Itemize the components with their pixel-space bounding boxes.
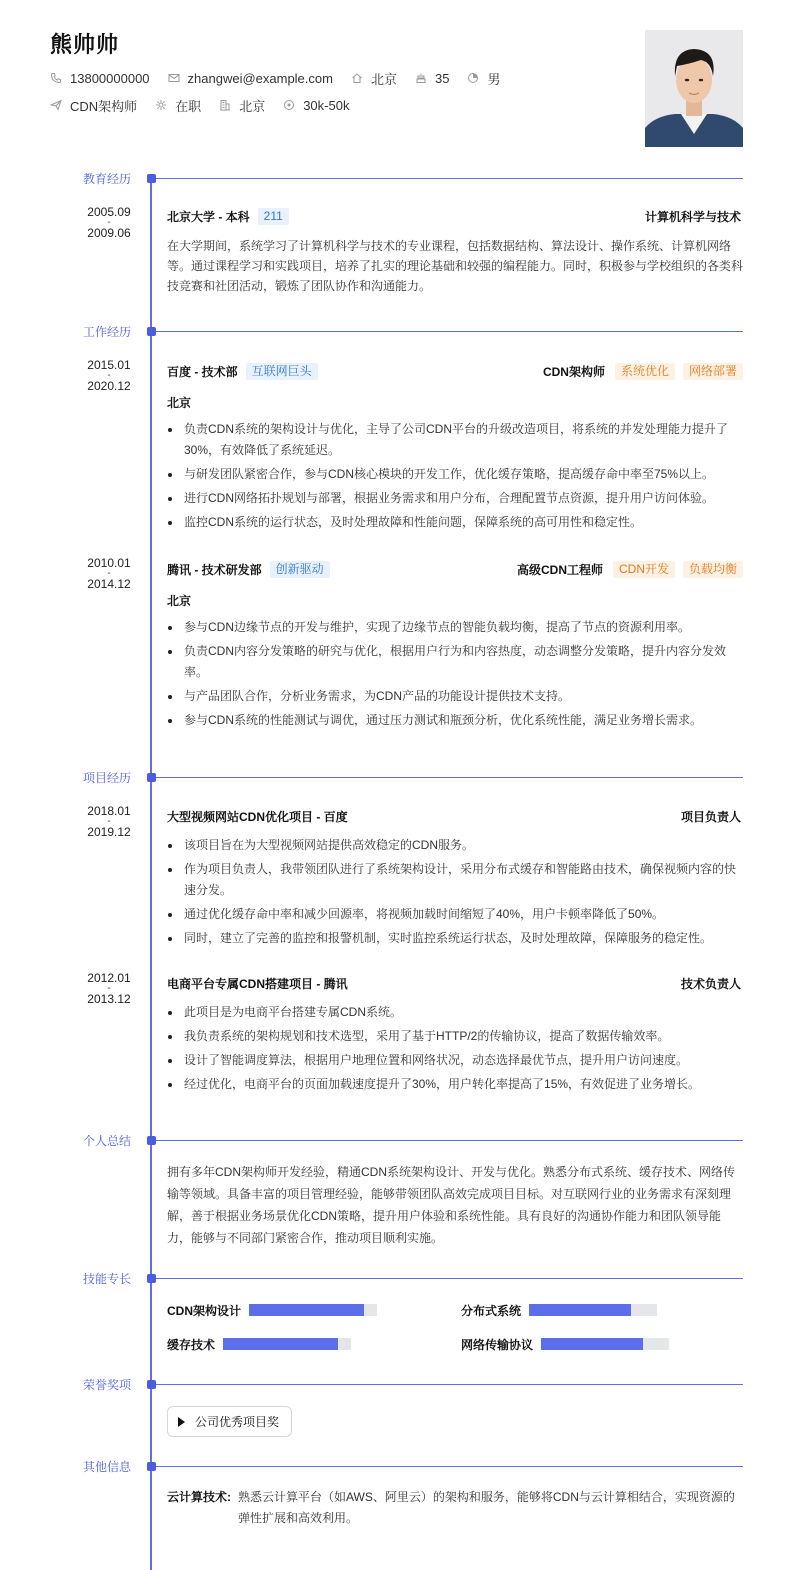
section-header	[0, 172, 794, 186]
job-role: 高级CDN工程师	[516, 562, 603, 577]
company-tag: 互联网巨头	[246, 363, 318, 380]
summary-text: 拥有多年CDN架构师开发经验，精通CDN系统架构设计、开发与优化。熟悉分布式系统、缓存技术、网络传输等领域。具备丰富的项目管理经验，能够带领团队高效完成项目目标。对互联网行业的业务需求有深刻理解，善于根据业务场景优化CDN策略，提升用户体验和系统性能。具有良好的沟通协作能力和团队领导能力，能够与不同部门紧密合作，推动项目顺利实施。	[167, 1165, 735, 1245]
salary-text: 30k-50k	[303, 97, 350, 113]
role-tag: 系统优化	[615, 363, 675, 380]
gender-info	[467, 69, 500, 88]
status-text: 在职	[175, 98, 202, 114]
section-header	[0, 1134, 794, 1148]
date-start: 2012.01	[87, 971, 131, 985]
date-separator: -	[107, 568, 111, 579]
list-item: 进行CDN网络拓扑规划与部署，根据业务需求和用户分布，合理配置节点资源，提升用户访问体验。	[167, 488, 743, 509]
date-end: 2013.12	[87, 992, 131, 1006]
job-intent-row	[50, 95, 367, 115]
section-divider	[156, 1278, 743, 1279]
project-bullets	[167, 1002, 743, 1098]
section-title: 荣誉奖项	[83, 1378, 132, 1392]
resume-name: 熊帅帅	[50, 32, 120, 57]
phone-icon	[50, 72, 62, 84]
date-end: 2014.12	[87, 577, 131, 591]
skill-item	[167, 1335, 351, 1353]
status-info	[155, 96, 201, 115]
other-info-item	[167, 1487, 743, 1529]
list-item: 此项目是为电商平台搭建专属CDN系统。	[167, 1002, 743, 1023]
entry-date	[64, 358, 154, 394]
role-tag: CDN开发	[613, 561, 675, 578]
entry-header	[167, 207, 743, 225]
skill-level-bar	[223, 1338, 351, 1350]
skill-name: 缓存技术	[167, 1337, 216, 1352]
date-end: 2019.12	[87, 825, 131, 839]
section-divider	[156, 1384, 743, 1385]
section-header	[0, 325, 794, 339]
phone-info	[50, 71, 150, 86]
entry-date	[64, 556, 154, 592]
list-item: 与产品团队合作，分析业务需求，为CDN产品的功能设计提供技术支持。	[167, 686, 743, 707]
entry-header	[167, 362, 743, 380]
date-separator: -	[107, 816, 111, 827]
section-marker	[147, 1380, 156, 1389]
skill-name: 分布式系统	[461, 1303, 522, 1318]
other-info-label: 云计算技术:	[167, 1490, 231, 1504]
section-title: 其他信息	[83, 1460, 132, 1474]
entry-date	[64, 971, 154, 1007]
mail-icon	[168, 72, 180, 84]
list-item: 参与CDN边缘节点的开发与维护，实现了边缘节点的智能负载均衡，提高了节点的资源利用率。	[167, 617, 743, 638]
section-header	[0, 1460, 794, 1474]
salary-icon	[283, 99, 295, 111]
list-item: 负责CDN内容分发策略的研究与优化，根据用户行为和内容热度，动态调整分发策略，提升内容分发效率。	[167, 641, 743, 683]
entry-header	[167, 560, 743, 578]
play-icon	[178, 1417, 185, 1427]
job-role: CDN架构师	[542, 364, 605, 379]
location-text: 北京	[370, 71, 397, 87]
section-marker	[147, 1462, 156, 1471]
list-item: 我负责系统的架构规划和技术选型，采用了基于HTTP/2的传输协议，提高了数据传输效率。	[167, 1026, 743, 1047]
date-start: 2018.01	[87, 804, 131, 818]
home-icon	[351, 72, 363, 84]
entry-header	[167, 807, 743, 825]
section-title: 个人总结	[83, 1134, 132, 1148]
age-info	[415, 71, 449, 86]
gender-icon	[467, 72, 479, 84]
gender-text: 男	[487, 71, 501, 87]
list-item: 通过优化缓存命中率和减少回源率，将视频加载时间缩短了40%，用户卡顿率降低了50%。	[167, 904, 743, 925]
school-tag: 211	[258, 208, 289, 225]
section-marker	[147, 1274, 156, 1283]
date-start: 2010.01	[87, 556, 131, 570]
major: 计算机科学与技术	[644, 209, 741, 224]
section-divider	[156, 777, 743, 778]
date-end: 2020.12	[87, 379, 131, 393]
contact-row	[50, 68, 518, 88]
skill-level-fill	[529, 1304, 631, 1316]
section-header	[0, 1272, 794, 1286]
age-icon	[415, 72, 427, 84]
list-item: 设计了智能调度算法，根据用户地理位置和网络状况，动态选择最优节点，提升用户访问速度。	[167, 1050, 743, 1071]
section-header	[0, 771, 794, 785]
work-bullets	[167, 617, 743, 734]
expected-city-text: 北京	[239, 98, 266, 114]
skill-name: 网络传输协议	[461, 1337, 534, 1352]
section-divider	[156, 1466, 743, 1467]
entry-header	[167, 974, 743, 992]
skill-item	[461, 1301, 657, 1319]
list-item: 监控CDN系统的运行状态，及时处理故障和性能问题，保障系统的高可用性和稳定性。	[167, 512, 743, 533]
email-text: zhangwei@example.com	[187, 70, 333, 86]
company-tag: 创新驱动	[270, 561, 330, 578]
award-name: 公司优秀项目奖	[195, 1415, 280, 1429]
section-marker	[147, 174, 156, 183]
list-item: 经过优化，电商平台的页面加载速度提升了30%，用户转化率提高了15%，有效促进了业务增长。	[167, 1074, 743, 1095]
email-info	[168, 71, 333, 86]
skill-level-bar	[529, 1304, 657, 1316]
job-title-text: CDN架构师	[70, 98, 138, 114]
skill-level-fill	[249, 1304, 364, 1316]
building-icon	[219, 99, 231, 111]
expected-city-info	[219, 96, 265, 115]
school-name: 北京大学 - 本科	[167, 209, 250, 224]
work-bullets	[167, 419, 743, 536]
other-info-text: 熟悉云计算平台（如AWS、阿里云）的架构和服务，能够将CDN与云计算相结合，实现资源的弹性扩展和高效利用。	[238, 1490, 735, 1525]
status-icon	[155, 99, 167, 111]
role-tag: 网络部署	[683, 363, 743, 380]
section-divider	[156, 178, 743, 179]
skill-item	[461, 1335, 669, 1353]
award-item[interactable]	[167, 1406, 292, 1437]
list-item: 负责CDN系统的架构设计与优化，主导了公司CDN平台的升级改造项目，将系统的并发处理能力提升了30%，有效降低了系统延迟。	[167, 419, 743, 461]
list-item: 同时，建立了完善的监控和报警机制，实时监控系统运行状态，及时处理故障，保障服务的稳定性。	[167, 928, 743, 949]
education-description: 在大学期间，系统学习了计算机科学与技术的专业课程，包括数据结构、算法设计、操作系统、计算机网络等。通过课程学习和实践项目，培养了扎实的理论基础和较强的编程能力。同时，积极参与学校组织的各类科技竞赛和社团活动，锻炼了团队协作和沟通能力。	[167, 239, 744, 293]
entry-date	[64, 205, 154, 241]
section-marker	[147, 773, 156, 782]
skill-level-fill	[223, 1338, 338, 1350]
company-name: 腾讯 - 技术研发部	[167, 562, 262, 577]
section-divider	[156, 1140, 743, 1141]
phone-text: 13800000000	[70, 70, 150, 86]
section-divider	[156, 331, 743, 332]
section-title: 工作经历	[83, 325, 132, 339]
date-start: 2015.01	[87, 358, 131, 372]
date-start: 2005.09	[87, 205, 131, 219]
section-title: 技能专长	[83, 1272, 132, 1286]
salary-info	[283, 98, 349, 113]
send-icon	[50, 99, 62, 111]
job-title-info	[50, 96, 137, 115]
list-item: 该项目旨在为大型视频网站提供高效稳定的CDN服务。	[167, 835, 743, 856]
age-text: 35	[434, 70, 450, 86]
project-name: 电商平台专属CDN搭建项目 - 腾讯	[167, 976, 348, 991]
location-info	[351, 69, 397, 88]
skill-level-bar	[541, 1338, 669, 1350]
section-marker	[147, 327, 156, 336]
project-name: 大型视频网站CDN优化项目 - 百度	[167, 809, 348, 824]
section-header	[0, 1378, 794, 1392]
skill-level-fill	[541, 1338, 643, 1350]
date-end: 2009.06	[87, 226, 131, 240]
skill-level-bar	[249, 1304, 377, 1316]
project-role: 项目负责人	[680, 809, 741, 824]
work-city: 北京	[167, 594, 192, 608]
project-role: 技术负责人	[680, 976, 741, 991]
company-name: 百度 - 技术部	[167, 364, 238, 379]
section-title: 教育经历	[83, 172, 132, 186]
profile-photo	[645, 30, 743, 147]
skill-name: CDN架构设计	[167, 1303, 241, 1318]
section-title: 项目经历	[83, 771, 132, 785]
list-item: 作为项目负责人，我带领团队进行了系统架构设计，采用分布式缓存和智能路由技术，确保视频内容的快速分发。	[167, 859, 743, 901]
date-separator: -	[107, 217, 111, 228]
list-item: 与研发团队紧密合作，参与CDN核心模块的开发工作，优化缓存策略，提高缓存命中率至75%以上。	[167, 464, 743, 485]
date-separator: -	[107, 983, 111, 994]
work-city: 北京	[167, 396, 192, 410]
section-marker	[147, 1136, 156, 1145]
date-separator: -	[107, 370, 111, 381]
list-item: 参与CDN系统的性能测试与调优，通过压力测试和瓶颈分析，优化系统性能，满足业务增长需求。	[167, 710, 743, 731]
project-bullets	[167, 835, 743, 952]
role-tag: 负载均衡	[683, 561, 743, 578]
entry-date	[64, 804, 154, 840]
skill-item	[167, 1301, 377, 1319]
